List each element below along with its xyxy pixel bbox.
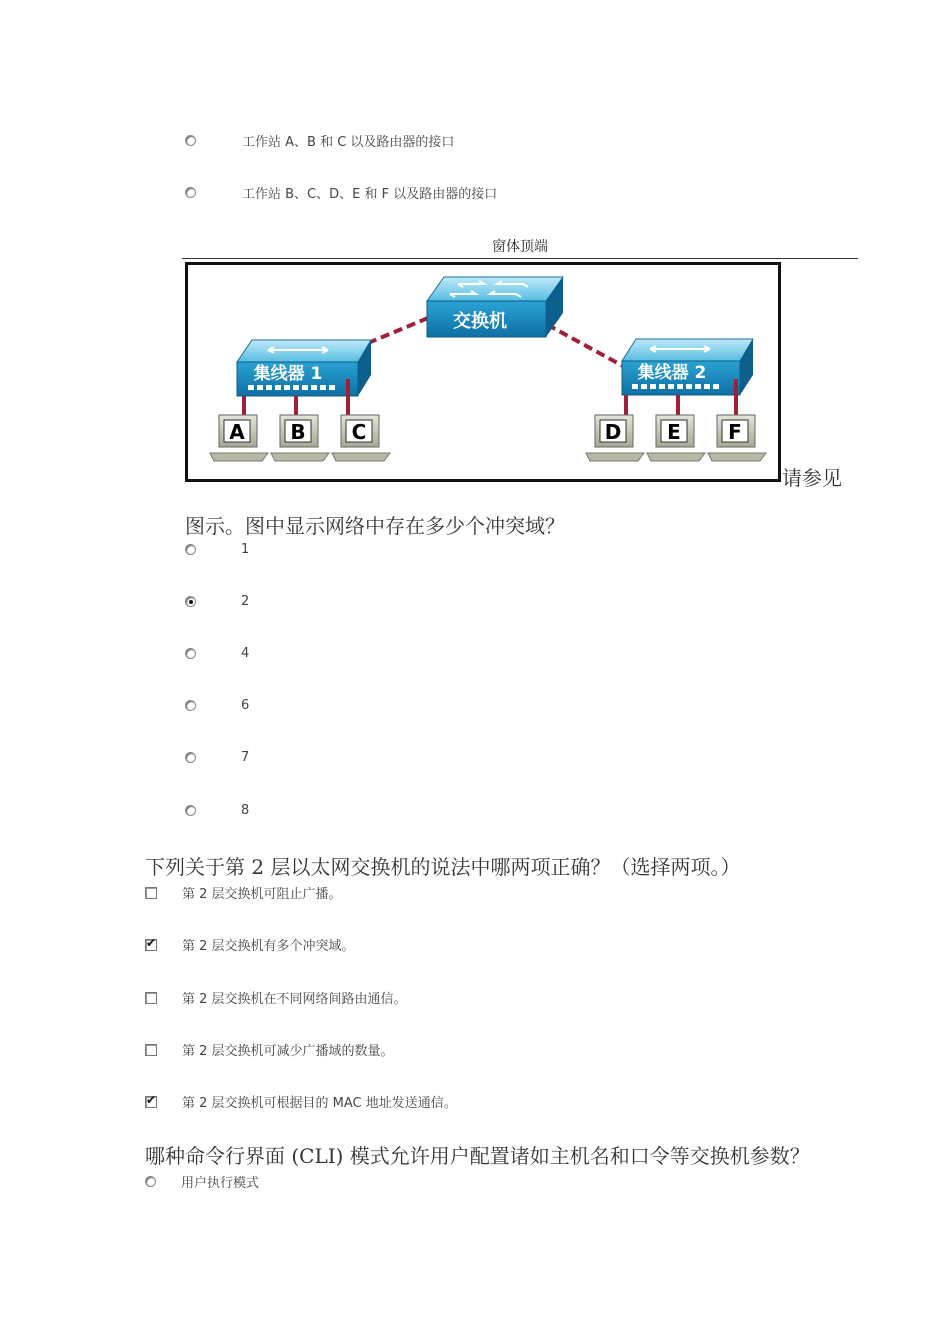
checkbox-checked[interactable]: [145, 1096, 157, 1108]
q1-text-part2: 图示。图中显示网络中存在多少个冲突域？: [185, 514, 565, 538]
q2-option-2[interactable]: [145, 935, 355, 954]
prev-option-2[interactable]: [185, 183, 497, 202]
option-label: 7: [241, 750, 250, 765]
q1-option-1[interactable]: [185, 542, 249, 557]
option-label: 8: [241, 803, 250, 818]
switch-label: 交换机: [453, 311, 507, 332]
network-figure: [185, 262, 781, 482]
q1-option-5[interactable]: [185, 750, 249, 765]
form-top-rule: [182, 258, 858, 259]
link-hub1-switch: [368, 318, 428, 343]
hub1-label: 集线器 1: [253, 364, 323, 384]
option-label: 工作站 A、B 和 C 以及路由器的接口: [242, 135, 455, 150]
option-label: 1: [241, 542, 250, 557]
switch-icon: [427, 277, 563, 337]
host-c-icon: [332, 415, 390, 461]
option-label: 2: [241, 594, 250, 609]
option-label: 第 2 层交换机可阻止广播。: [182, 887, 342, 902]
radio-button[interactable]: [185, 187, 196, 198]
radio-button[interactable]: [185, 648, 196, 659]
q2-option-4[interactable]: [145, 1040, 394, 1059]
host-b-icon: [271, 415, 329, 461]
option-label: 6: [241, 698, 250, 713]
network-diagram: [188, 265, 778, 479]
checkbox[interactable]: [145, 887, 157, 899]
q3-text: 哪种命令行界面 (CLI) 模式允许用户配置诸如主机名和口令等交换机参数？: [145, 1144, 810, 1168]
form-top-label: 窗体顶端: [492, 239, 548, 255]
prev-option-1[interactable]: [185, 131, 454, 150]
host-a-icon: [210, 415, 268, 461]
radio-button[interactable]: [185, 700, 196, 711]
q1-text-part1: 请参见: [782, 466, 842, 490]
q2-text: 下列关于第 2 层以太网交换机的说法中哪两项正确？（选择两项。）: [145, 855, 741, 879]
q1-option-2[interactable]: [185, 594, 249, 609]
host-d-label: D: [604, 420, 622, 444]
option-label: 第 2 层交换机可根据目的 MAC 地址发送通信。: [182, 1096, 457, 1111]
checkbox-checked[interactable]: [145, 939, 157, 951]
hub2-label: 集线器 2: [637, 363, 707, 383]
host-f-label: F: [728, 420, 742, 444]
option-label: 第 2 层交换机有多个冲突域。: [182, 939, 355, 954]
option-label: 第 2 层交换机在不同网络间路由通信。: [182, 992, 407, 1007]
hub1-icon: [237, 340, 371, 396]
host-b-label: B: [290, 420, 306, 444]
q1-option-3[interactable]: [185, 646, 249, 661]
q2-option-3[interactable]: [145, 988, 407, 1007]
radio-button[interactable]: [185, 752, 196, 763]
option-label: 4: [241, 646, 250, 661]
radio-button[interactable]: [145, 1176, 156, 1187]
radio-button-selected[interactable]: [185, 596, 196, 607]
host-e-label: E: [667, 420, 681, 444]
radio-button[interactable]: [185, 544, 196, 555]
radio-button[interactable]: [185, 135, 196, 146]
option-label: 第 2 层交换机可减少广播域的数量。: [182, 1044, 394, 1059]
host-d-icon: [586, 415, 644, 461]
checkbox[interactable]: [145, 1044, 157, 1056]
option-label: 用户执行模式: [181, 1176, 260, 1191]
radio-button[interactable]: [185, 805, 196, 816]
hub2-icon: [622, 339, 753, 395]
host-c-label: C: [351, 420, 367, 444]
q1-option-4[interactable]: [185, 698, 249, 713]
q3-option-1[interactable]: [145, 1172, 259, 1191]
option-label: 工作站 B、C、D、E 和 F 以及路由器的接口: [242, 187, 498, 202]
q2-option-5[interactable]: [145, 1092, 457, 1111]
host-e-icon: [647, 415, 705, 461]
host-f-icon: [708, 415, 766, 461]
q2-option-1[interactable]: [145, 883, 342, 902]
host-a-label: A: [229, 420, 245, 444]
checkbox[interactable]: [145, 992, 157, 1004]
q1-option-6[interactable]: [185, 803, 249, 818]
